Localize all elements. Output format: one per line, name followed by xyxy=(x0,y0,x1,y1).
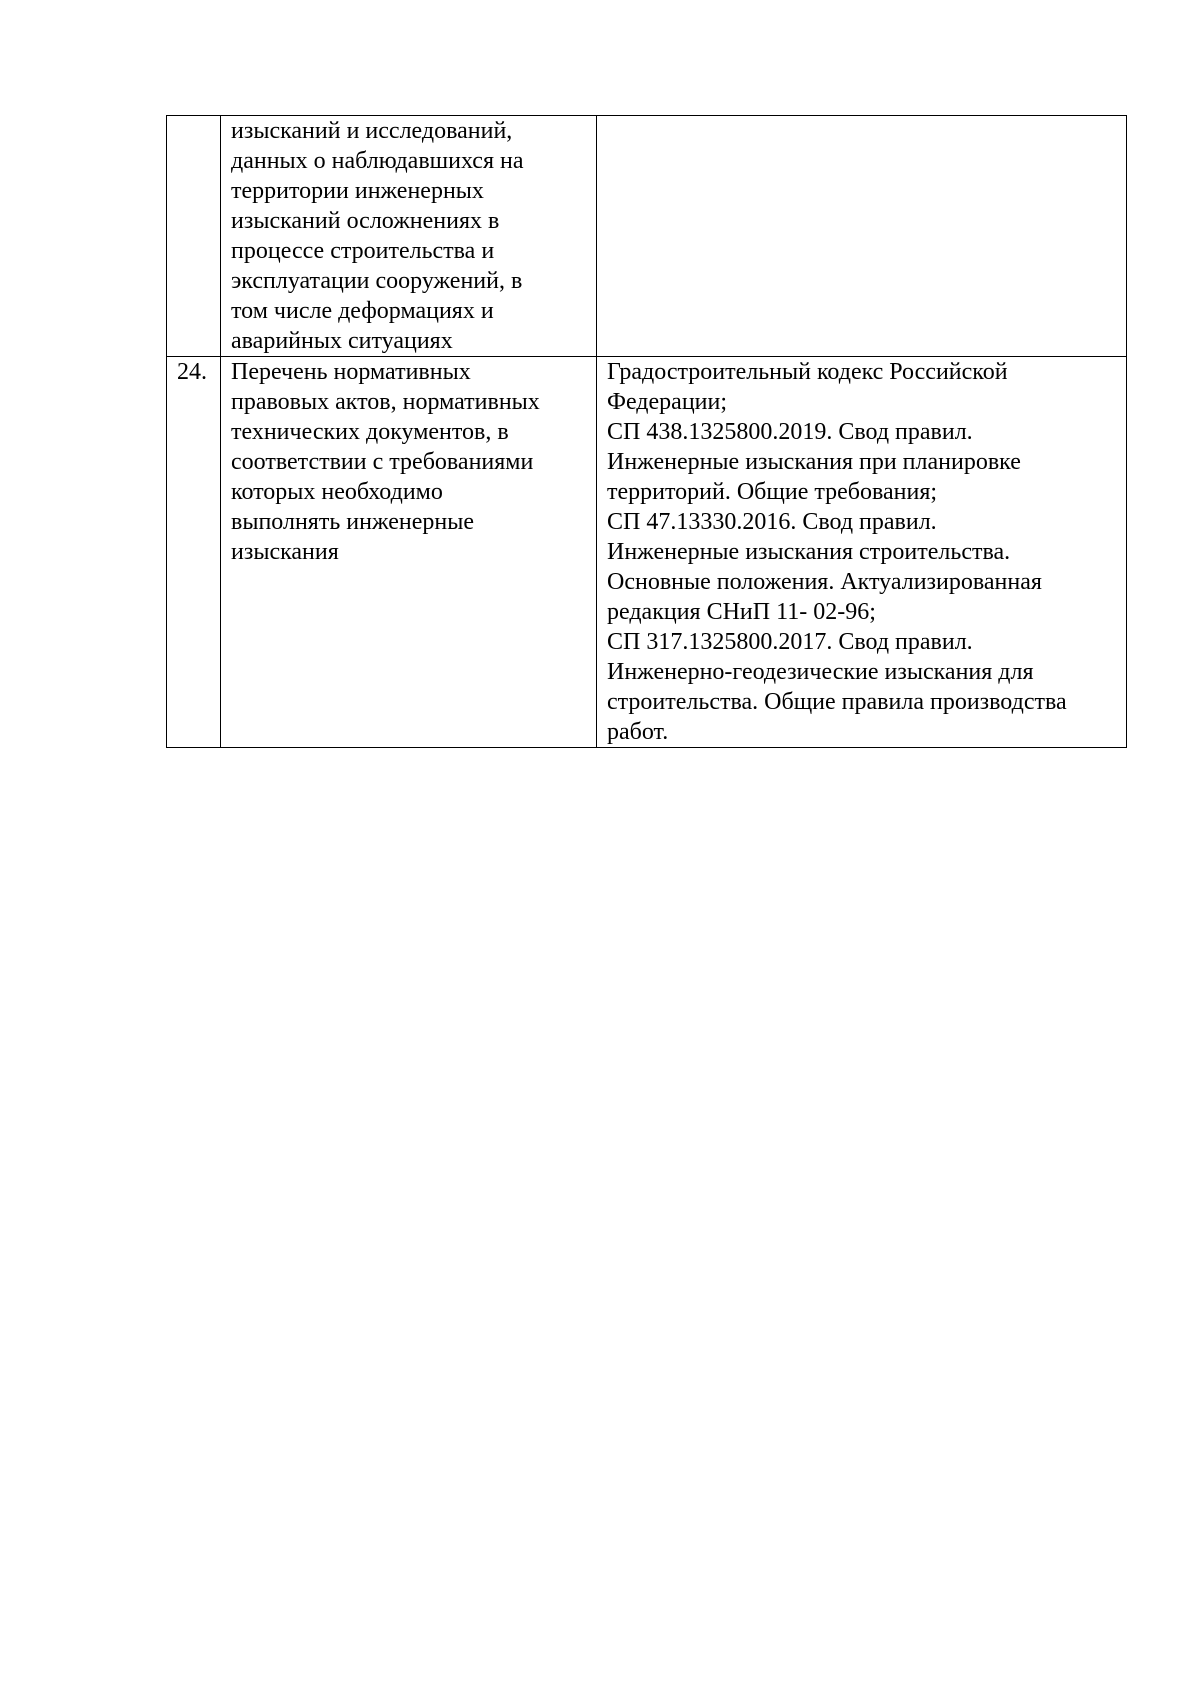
description-line: технических документов, в xyxy=(231,419,509,445)
description-cell xyxy=(221,357,597,748)
description-line: территории инженерных xyxy=(231,178,484,204)
description-line: выполнять инженерные xyxy=(231,509,474,535)
description-line: данных о наблюдавшихся на xyxy=(231,148,524,174)
requirements-table xyxy=(166,115,1127,748)
value-line: Градостроительный кодекс Российской xyxy=(607,359,1008,385)
description-line: процессе строительства и xyxy=(231,238,495,264)
value-line: Инженерные изыскания при планировке xyxy=(607,449,1021,475)
value-line: территорий. Общие требования; xyxy=(607,479,938,505)
value-line: работ. xyxy=(607,719,669,745)
description-line: правовых актов, нормативных xyxy=(231,389,540,415)
row-number-cell xyxy=(167,357,221,748)
description-line: изысканий и исследований, xyxy=(231,118,513,144)
value-line: Инженерно-геодезические изыскания для xyxy=(607,659,1034,685)
description-cell xyxy=(221,116,597,357)
description-line: эксплуатации сооружений, в xyxy=(231,268,523,294)
value-line: СП 317.1325800.2017. Свод правил. xyxy=(607,629,973,655)
table-row xyxy=(167,116,1127,357)
description-line: Перечень нормативных xyxy=(231,359,471,385)
value-line: СП 47.13330.2016. Свод правил. xyxy=(607,509,937,535)
description-line: изыскания xyxy=(231,539,339,565)
row-number: 24. xyxy=(177,359,207,385)
value-line: Федерации; xyxy=(607,389,728,415)
value-line: СП 438.1325800.2019. Свод правил. xyxy=(607,419,973,445)
value-cell xyxy=(597,357,1127,748)
value-line: редакция СНиП 11- 02-96; xyxy=(607,599,876,625)
description-line: аварийных ситуациях xyxy=(231,328,453,354)
value-line: Инженерные изыскания строительства. xyxy=(607,539,1011,565)
description-line: соответствии с требованиями xyxy=(231,449,534,475)
value-line: строительства. Общие правила производства xyxy=(607,689,1067,715)
value-cell xyxy=(597,116,1127,357)
row-number-cell xyxy=(167,116,221,357)
table-row xyxy=(167,357,1127,748)
description-line: том числе деформациях и xyxy=(231,298,494,324)
description-line: изысканий осложнениях в xyxy=(231,208,500,234)
value-line: Основные положения. Актуализированная xyxy=(607,569,1042,595)
description-line: которых необходимо xyxy=(231,479,443,505)
